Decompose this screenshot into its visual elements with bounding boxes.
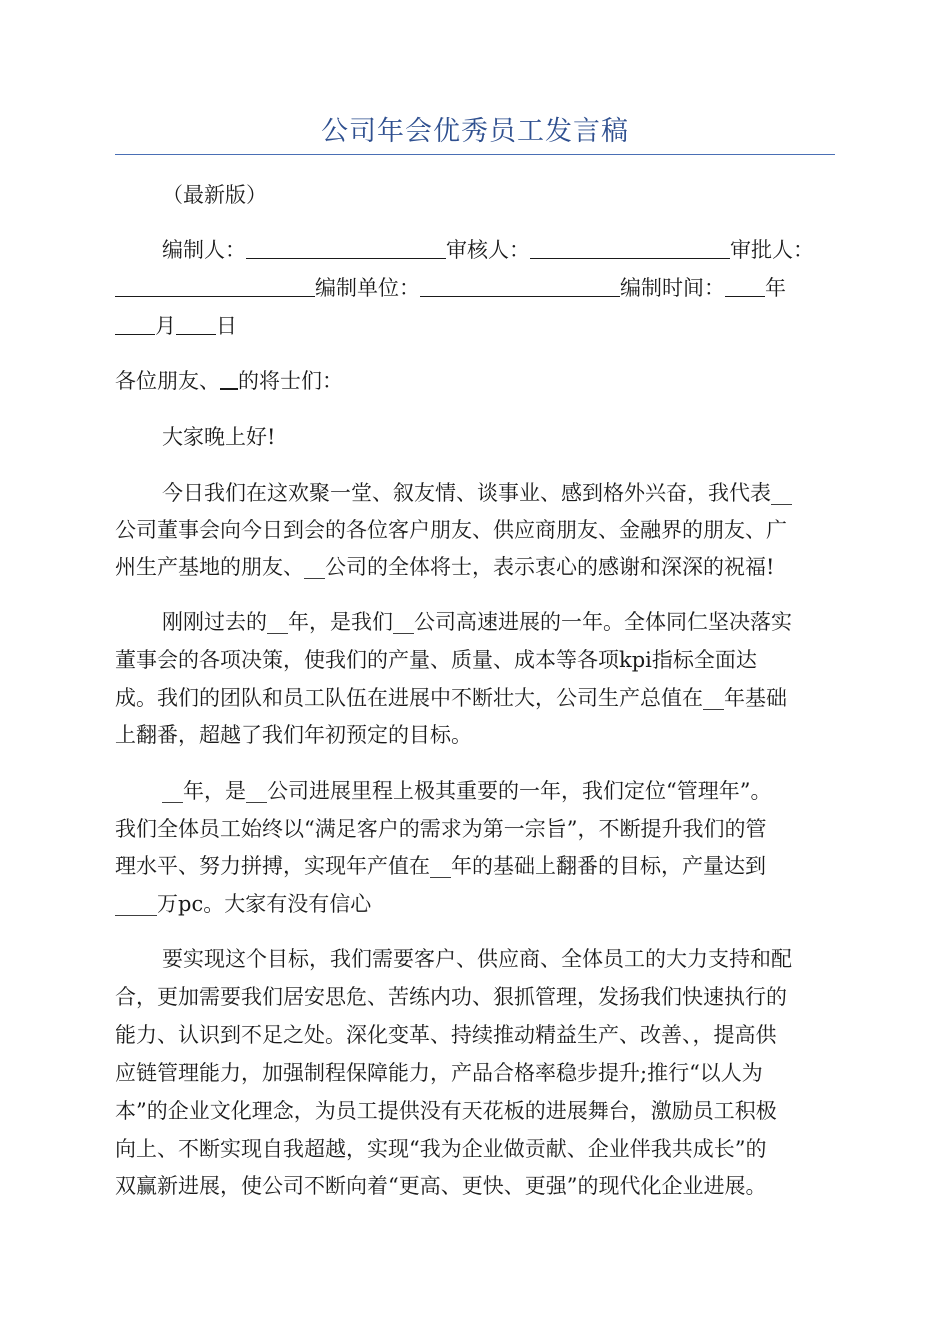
month-blank [115, 312, 155, 335]
greeting: 大家晚上好! [162, 425, 276, 449]
paragraph-4-line: 能力、认识到不足之处。深化变革、持续推动精益生产、改善、，提高供 [115, 1023, 777, 1047]
editor-label: 编制人： [162, 238, 246, 262]
unit-blank [420, 274, 620, 297]
title-divider [115, 154, 835, 155]
paragraph-3-line: __年，是__公司进展里程上极其重要的一年，我们定位“管理年”。 [162, 779, 772, 803]
meta-line-3 [115, 311, 835, 341]
paragraph-2-line: 成。我们的团队和员工队伍在进展中不断壮大，公司生产总值在__年基础 [115, 686, 787, 710]
salutation-suffix: 的将士们： [238, 369, 343, 393]
paragraph-1-line: 州生产基地的朋友、__公司的全体将士，表示衷心的感谢和深深的祝福! [115, 555, 775, 579]
paragraph-3-line: 我们全体员工始终以“满足客户的需求为第一宗旨”，不断提升我们的管 [115, 817, 767, 841]
paragraph-3-line: ____万pc。大家有没有信心 [115, 892, 372, 916]
paragraph-4-line: 应链管理能力，加强制程保障能力，产品合格率稳步提升;推行“以人为 [115, 1061, 763, 1085]
approver-blank [115, 274, 315, 297]
paragraph-3-line: 理水平、努力拼搏，实现年产值在__年的基础上翻番的目标，产量达到 [115, 854, 766, 878]
meta-line-2 [115, 273, 835, 303]
paragraph-2-line: 上翻番，超越了我们年初预定的目标。 [115, 723, 472, 747]
meta-line-1 [162, 235, 835, 265]
document-title: 公司年会优秀员工发言稿 [321, 116, 629, 147]
paragraph-4-line: 向上、不断实现自我超越，实现“我为企业做贡献、企业伴我共成长”的 [115, 1137, 767, 1161]
day-label: 日 [216, 314, 237, 338]
paragraph-1-line: 公司董事会向今日到会的各位客户朋友、供应商朋友、金融界的朋友、广 [115, 518, 787, 542]
unit-label: 编制单位： [315, 276, 420, 300]
time-label: 编制时间： [620, 276, 725, 300]
paragraph-4-line: 本”的企业文化理念，为员工提供没有天花板的进展舞台，激励员工积极 [115, 1099, 777, 1123]
salutation-prefix: 各位朋友、 [115, 369, 220, 393]
salutation [115, 366, 835, 396]
paragraph-4-line: 双赢新进展，使公司不断向着“更高、更快、更强”的现代化企业进展。 [115, 1174, 767, 1198]
paragraph-2-line: 刚刚过去的__年，是我们__公司高速进展的一年。全体同仁坚决落实 [162, 610, 792, 634]
paragraph-2-line: 董事会的各项决策，使我们的产量、质量、成本等各项kpi指标全面达 [115, 648, 757, 672]
version-note: （最新版） [162, 183, 267, 207]
salutation-blank [220, 366, 238, 390]
editor-blank [246, 236, 446, 259]
year-label: 年 [765, 276, 786, 300]
approver-label: 审批人： [730, 238, 814, 262]
year-blank [725, 274, 765, 297]
paragraph-1-line: 今日我们在这欢聚一堂、叙友情、谈事业、感到格外兴奋，我代表__ [162, 481, 792, 505]
day-blank [176, 312, 216, 335]
reviewer-blank [530, 236, 730, 259]
month-label: 月 [155, 314, 176, 338]
paragraph-4-line: 要实现这个目标，我们需要客户、供应商、全体员工的大力支持和配 [162, 947, 792, 971]
reviewer-label: 审核人： [446, 238, 530, 262]
paragraph-4-line: 合，更加需要我们居安思危、苦练内功、狠抓管理，发扬我们快速执行的 [115, 985, 787, 1009]
